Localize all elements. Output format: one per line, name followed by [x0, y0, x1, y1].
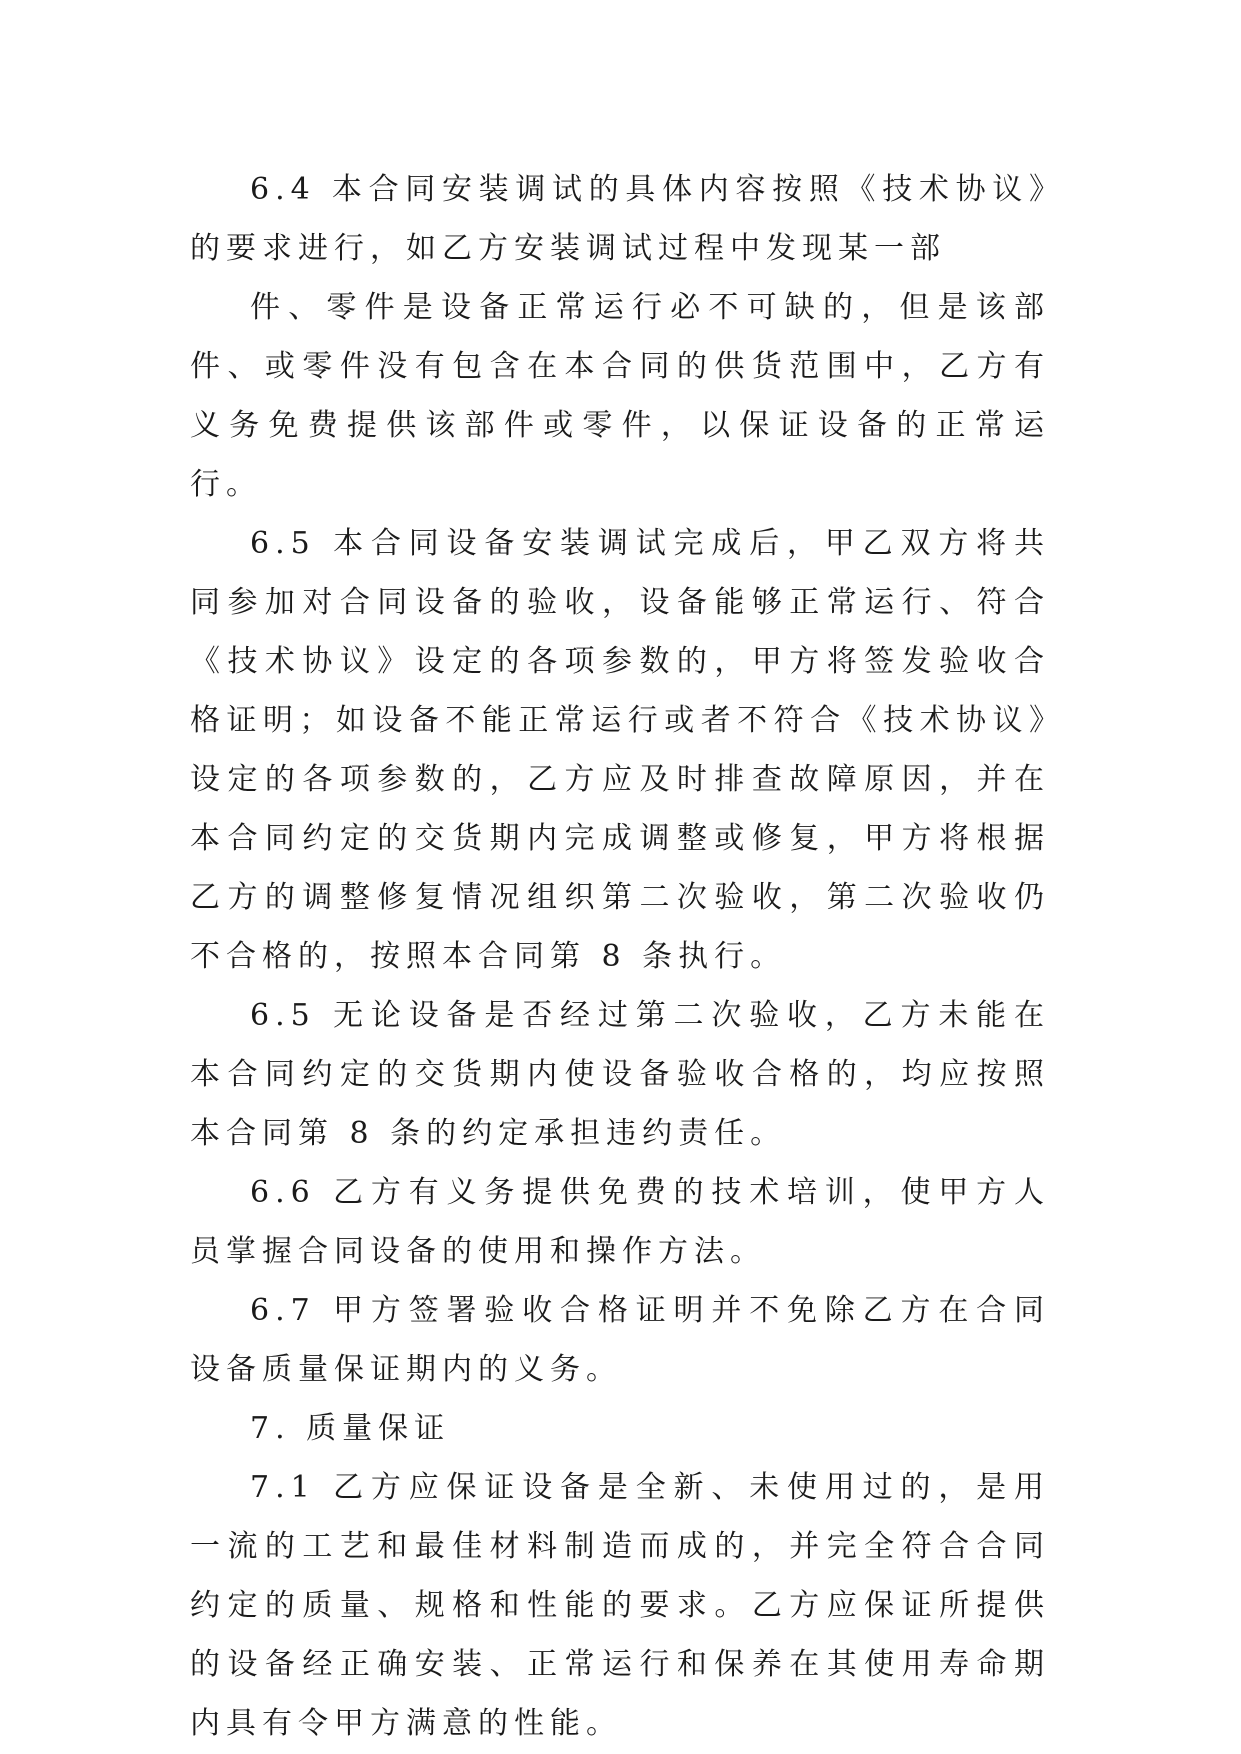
document-body — [190, 160, 1050, 1753]
paragraph-6-4-continued: 件、零件是设备正常运行必不可缺的，但是该部件、或零件没有包含在本合同的供货范围中，乙方有义务免费提供该部件或零件，以保证设备的正常运行。 — [190, 290, 1050, 502]
paragraph-6-4: 6.4 本合同安装调试的具体内容按照《技术协议》的要求进行，如乙方安装调试过程中发现某一部 — [190, 172, 1050, 266]
paragraph-6-6: 6.6 乙方有义务提供免费的技术培训，使甲方人员掌握合同设备的使用和操作方法。 — [190, 1175, 1050, 1269]
paragraph-6-5-liability: 6.5 无论设备是否经过第二次验收，乙方未能在本合同约定的交货期内使设备验收合格的，均应按照本合同第 8 条的约定承担违约责任。 — [190, 998, 1050, 1151]
paragraph-7-1: 7.1 乙方应保证设备是全新、未使用过的，是用一流的工艺和最佳材料制造而成的，并完全符合合同约定的质量、规格和性能的要求。乙方应保证所提供的设备经正确安装、正常运行和保养在其使用寿命期内具有令甲方满意的性能。 — [190, 1470, 1050, 1741]
paragraph-6-7: 6.7 甲方签署验收合格证明并不免除乙方在合同设备质量保证期内的义务。 — [190, 1293, 1050, 1387]
paragraph-6-5-acceptance: 6.5 本合同设备安装调试完成后，甲乙双方将共同参加对合同设备的验收，设备能够正常运行、符合《技术协议》设定的各项参数的，甲方将签发验收合格证明；如设备不能正常运行或者不符合《技术协议》设定的各项参数的，乙方应及时排查故障原因，并在本合同约定的交货期内完成调整或修复，甲方将根据乙方的调整修复情况组织第二次验收，第二次验收仍不合格的，按照本合同第 8 条执行。 — [190, 526, 1050, 974]
section-heading-7: 7. 质量保证 — [250, 1411, 451, 1446]
